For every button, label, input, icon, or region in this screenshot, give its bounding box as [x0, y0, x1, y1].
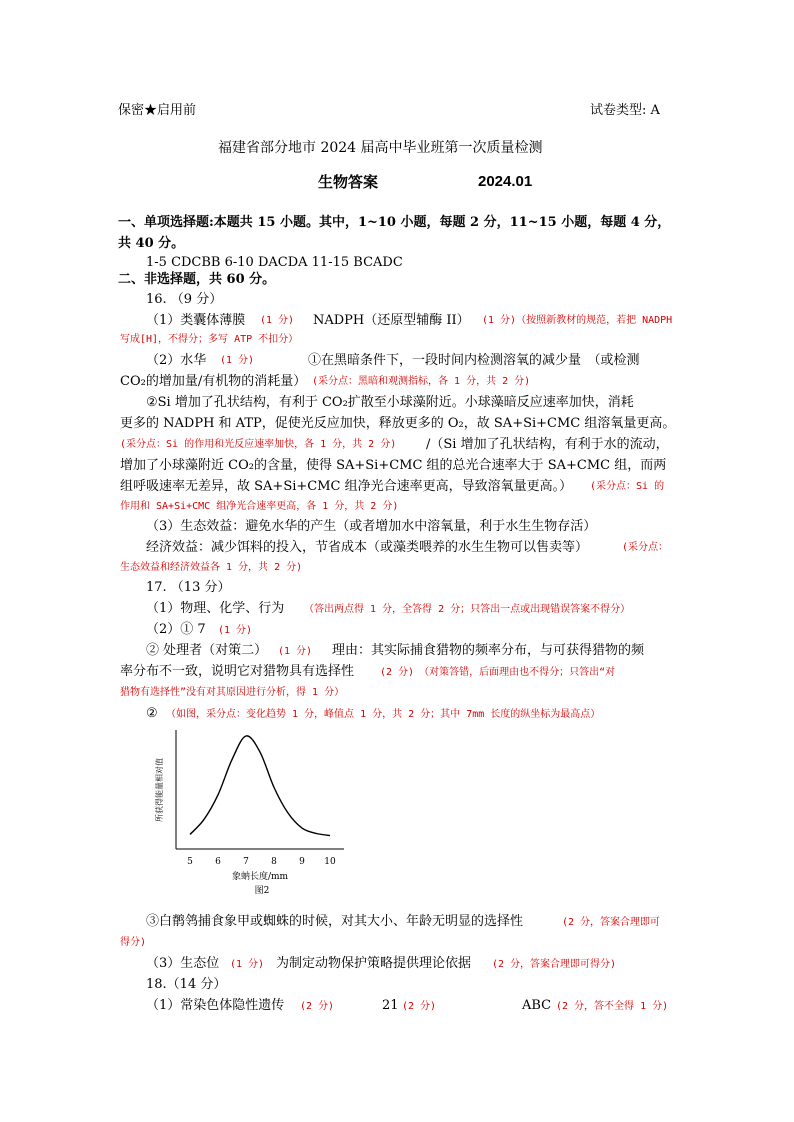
q16-2-answer3-cont: 更多的 NADPH 和 ATP，促使光反应加快，释放更多的 O₂，故 SA+Si+CMC 组溶氧量更高。	[120, 416, 676, 431]
x-tick-label: 9	[299, 857, 305, 867]
x-tick-label: 6	[215, 857, 221, 867]
choice-answers: 1-5 CDCBB 6-10 DACDA 11-15 BCADC	[146, 255, 403, 270]
q17-3-score: (1 分)	[230, 959, 265, 970]
q17-3-answer2: 为制定动物保护策略提供理论依据	[276, 956, 472, 971]
paper-type: 试卷类型: A	[590, 103, 660, 118]
q17-2-reason-cont: 率分布不一致，说明它对猎物具有选择性	[120, 664, 355, 679]
q17-2-scoring3: (2 分，答案合理即可	[562, 917, 661, 928]
q16-2-answer: （2）水华	[146, 353, 207, 368]
q16-2-alt-answer: /（Si 增加了孔状结构，有利于水的流动，	[426, 437, 669, 452]
q18-1-answer1: （1）常染色体隐性遗传	[146, 998, 285, 1013]
q17-2-graph-scoring: （如图，采分点：变化趋势 1 分，峰值点 1 分，共 2 分；其中 7mm 长度的纵坐标为最高点）	[166, 709, 601, 720]
q16-2-scoring3-cont: 作用和 SA+Si+CMC 组净光合速率更高，各 1 分，共 2 分)	[120, 501, 399, 512]
q18-1-score1: (2 分)	[300, 1001, 335, 1012]
q18-heading: 18.（14 分）	[146, 977, 227, 992]
page-title: 福建省部分地市 2024 届高中毕业班第一次质量检测	[218, 140, 543, 156]
q17-2-score2: (1 分)	[278, 646, 313, 657]
q16-3-eco-benefit: （3）生态效益：避免水华的产生（或者增加水中溶氧量，利于水生生物存活）	[146, 519, 597, 534]
x-tick-label: 7	[243, 857, 249, 867]
section1-heading-cont: 共 40 分。	[118, 236, 185, 251]
q17-1-scoring: （答出两点得 1 分，全答得 2 分；只答出一点或出现错误答案不得分）	[304, 604, 631, 615]
q16-1-score: (1 分)	[260, 315, 295, 326]
q17-3-answer: （3）生态位	[146, 956, 220, 971]
q17-2-scoring-cont: 猎物有选择性”没有对其原因进行分析，得 1 分）	[120, 687, 345, 698]
q18-1-score2: (2 分)	[402, 1001, 437, 1012]
q16-2-scoring: (采分点：黑暗和观测指标，各 1 分，共 2 分)	[312, 376, 531, 387]
q17-3-scoring: (2 分，答案合理即可得分)	[492, 959, 617, 970]
page-subtitle: 生物答案	[318, 173, 379, 191]
figure-caption: 图2	[254, 886, 270, 896]
confidential-mark: 保密★启用前	[118, 103, 197, 118]
q18-1-answer2: 21	[382, 998, 399, 1013]
q16-2-score: (1 分)	[220, 355, 255, 366]
x-tick-label: 10	[324, 857, 336, 867]
q16-2-answer2: ①在黑暗条件下，一段时间内检测溶氧的减少量 （或检测	[308, 353, 640, 368]
q16-1-note: (1 分)（按照新教材的规范，若把 NADPH	[482, 315, 673, 326]
q17-heading: 17. （13 分）	[146, 580, 231, 595]
q16-2-scoring2: (采分点：Si 的作用和光反应速率加快，各 1 分，共 2 分)	[120, 439, 397, 450]
q18-1-scoring: (2 分，答不全得 1 分)	[556, 1001, 669, 1012]
section2-heading: 二、非选择题，共 60 分。	[118, 272, 276, 287]
q16-2-alt-answer-cont2: 组呼吸速率无差异，故 SA+Si+CMC 组净光合速率更高，导致溶氧量更高。）	[120, 479, 573, 494]
y-axis-label: 所获得能量相对值	[155, 758, 164, 822]
energy-curve-line	[190, 736, 330, 836]
section1-heading: 一、单项选择题:本题共 15 小题。其中，1~10 小题，每题 2 分，11~15 小题，每题 4 分，	[118, 215, 671, 230]
q17-2-answer1: （2）① 7	[146, 622, 206, 637]
q17-2-graph-label: ②	[146, 706, 158, 721]
q16-1-answer2: NADPH（还原型辅酶 II）	[313, 313, 470, 328]
x-tick-label: 8	[271, 857, 277, 867]
q16-heading: 16. （9 分）	[146, 292, 223, 307]
q17-2-answer3: ③白鹡鸰捕食象甲或蜘蛛的时候，对其大小、年龄无明显的选择性	[146, 914, 524, 929]
x-tick-label: 5	[187, 857, 193, 867]
q17-2-scoring3-cont: 得分)	[120, 937, 147, 948]
exam-date: 2024.01	[478, 173, 533, 190]
q16-1-answer: （1）类囊体薄膜	[146, 313, 246, 328]
q16-2-scoring3: (采分点：Si 的	[590, 481, 665, 492]
q17-2-score1: (1 分)	[218, 625, 253, 636]
q18-1-answer3: ABC	[522, 998, 552, 1013]
q16-2-answer2-cont: CO₂的增加量/有机物的消耗量）	[120, 374, 307, 389]
q16-3-scoring: (采分点：	[622, 542, 669, 553]
energy-curve-chart	[140, 722, 370, 902]
q16-3-econ-benefit: 经济效益：减少饵料的投入，节省成本（或藻类喂养的水生生物可以售卖等）	[146, 540, 589, 555]
q16-2-alt-answer-cont: 增加了小球藻附近 CO₂的含量，使得 SA+Si+CMC 组的总光合速率大于 SA+CMC 组，而两	[120, 458, 667, 473]
q16-1-note-cont: 写成[H]，不得分；多写 ATP 不扣分）	[120, 334, 299, 345]
q16-3-scoring-cont: 生态效益和经济效益各 1 分，共 2 分)	[120, 562, 303, 573]
q17-1-answer: （1）物理、化学、行为	[146, 601, 285, 616]
x-axis-label: 象蚋长度/mm	[231, 872, 289, 882]
q16-2-answer3: ②Si 增加了孔状结构，有利于 CO₂扩散至小球藻附近。小球藻暗反应速率加快，消耗	[146, 395, 634, 410]
q17-2-scoring: (2 分) （对策答错，后面理由也不得分；只答出“对	[380, 667, 616, 678]
q17-2-reason: 理由：其实际捕食猎物的频率分布，与可获得猎物的频	[332, 643, 645, 658]
q17-2-answer2: ② 处理者（对策二）	[146, 643, 268, 658]
